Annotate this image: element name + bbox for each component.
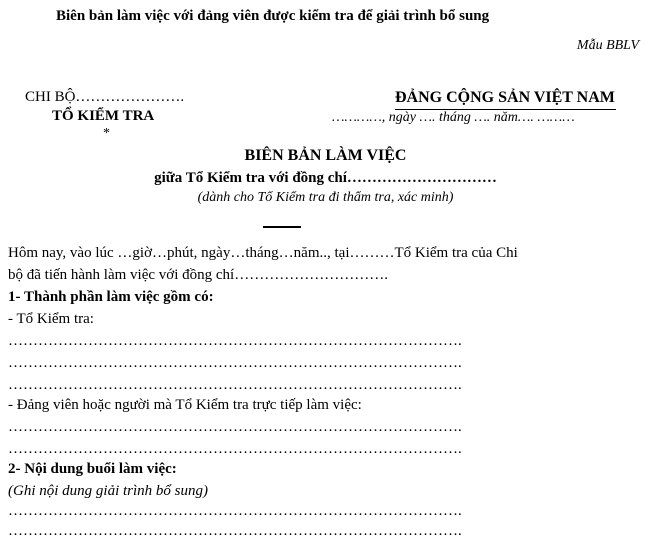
heading-note: (dành cho Tổ Kiểm tra đi thẩm tra, xác minh) bbox=[197, 190, 454, 205]
dotted-line: ………………………………………………………………………………. bbox=[8, 503, 462, 519]
section-2-note: (Ghi nội dung giải trình bổ sung) bbox=[8, 483, 209, 499]
section-1-item-2: - Đảng viên hoặc người mà Tổ Kiểm tra trực tiếp làm việc: bbox=[8, 397, 362, 413]
dotted-line: ………………………………………………………………………………. bbox=[8, 333, 462, 349]
section-1-item-1: - Tổ Kiểm tra: bbox=[8, 311, 94, 327]
dotted-line: ………………………………………………………………………………. bbox=[8, 419, 462, 435]
dotted-line: ………………………………………………………………………………. bbox=[8, 355, 462, 371]
chi-bo-label: CHI BỘ…………………. bbox=[25, 89, 185, 105]
dotted-line: ………………………………………………………………………………. bbox=[8, 523, 462, 539]
section-1-title: 1- Thành phần làm việc gồm có: bbox=[8, 289, 214, 305]
section-2-title: 2- Nội dung buổi làm việc: bbox=[8, 461, 177, 477]
heading-divider bbox=[263, 226, 301, 228]
party-name: ĐẢNG CỘNG SẢN VIỆT NAM bbox=[395, 89, 615, 106]
dotted-line: ………………………………………………………………………………. bbox=[8, 377, 462, 393]
dotted-line: ………………………………………………………………………………. bbox=[8, 441, 462, 457]
form-code: Mẫu BBLV bbox=[576, 38, 639, 53]
document-title: Biên bản làm việc với đảng viên được kiểm tra để giải trình bổ sung bbox=[56, 8, 490, 24]
main-heading: BIÊN BẢN LÀM VIỆC bbox=[244, 147, 407, 164]
date-line: …………, ngày …. tháng …. năm…. ……… bbox=[332, 110, 575, 125]
intro-line-1: Hôm nay, vào lúc …giờ…phút, ngày…tháng…năm.., tại………Tổ Kiểm tra của Chi bbox=[8, 245, 518, 261]
committee-name: TỔ KIỂM TRA bbox=[52, 108, 155, 124]
star-mark: * bbox=[103, 126, 110, 141]
intro-line-2: bộ đã tiến hành làm việc với đồng chí…………………………. bbox=[8, 267, 388, 283]
heading-between: giữa Tổ Kiểm tra với đồng chí………………………… bbox=[154, 170, 497, 186]
